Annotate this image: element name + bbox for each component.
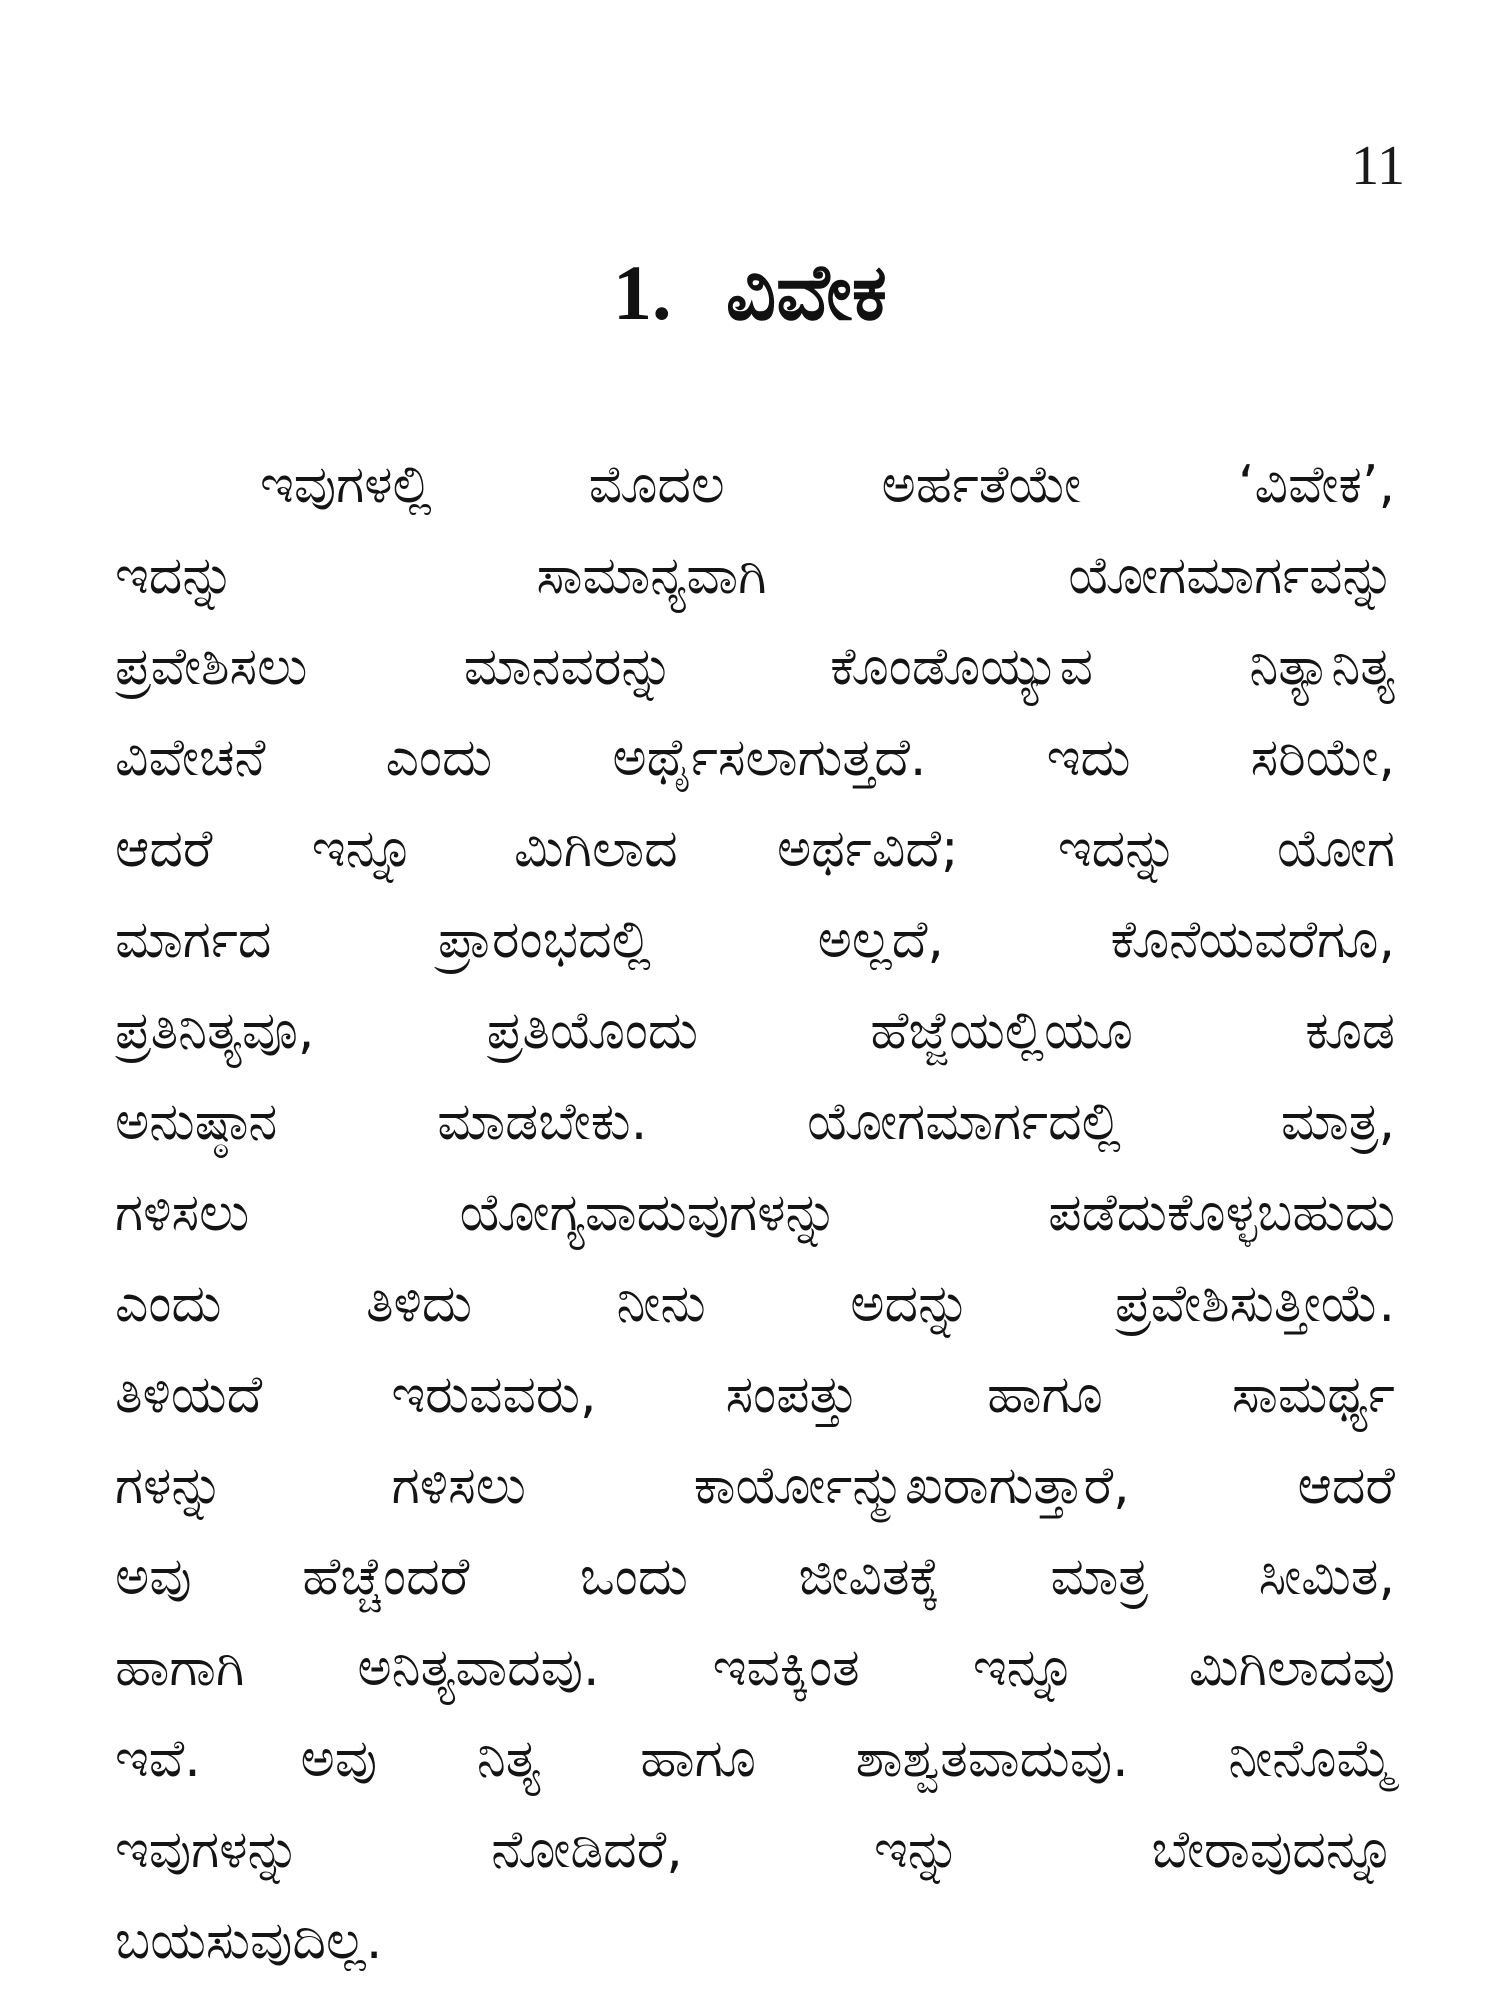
paragraph-line: ಮಾರ್ಗದ ಪ್ರಾರಂಭದಲ್ಲಿ ಅಲ್ಲದೆ, ಕೊನೆಯವರೆಗೂ, — [115, 910, 1395, 970]
paragraph-line: ಆದರೆ ಇನ್ನೂ ಮಿಗಿಲಾದ ಅರ್ಥವಿದೆ; ಇದನ್ನು ಯೋಗ — [115, 819, 1395, 879]
chapter-title — [0, 247, 1500, 338]
paragraph-line: ಗಳನ್ನು ಗಳಿಸಲು ಕಾರ್ಯೋನ್ಮುಖರಾಗುತ್ತಾರೆ, ಆದರೆ — [115, 1456, 1395, 1516]
paragraph-line: ಅವು ಹೆಚ್ಚೆಂದರೆ ಒಂದು ಜೀವಿತಕ್ಕೆ ಮಾತ್ರ ಸೀಮಿತ, — [115, 1547, 1395, 1607]
paragraph-line: ಹಾಗಾಗಿ ಅನಿತ್ಯವಾದವು. ಇವಕ್ಕಿಂತ ಇನ್ನೂ ಮಿಗಿಲಾದವು — [115, 1638, 1395, 1698]
chapter-title-text: ವಿವೇಕ — [725, 247, 887, 338]
paragraph-line: ಇವೆ. ಅವು ನಿತ್ಯ ಹಾಗೂ ಶಾಶ್ವತವಾದುವು. ನೀನೊಮ್ಮೆ — [115, 1729, 1395, 1789]
paragraph-line: ಎಂದು ತಿಳಿದು ನೀನು ಅದನ್ನು ಪ್ರವೇಶಿಸುತ್ತೀಯೆ. — [115, 1274, 1395, 1334]
paragraph-line: ಗಳಿಸಲು ಯೋಗ್ಯವಾದುವುಗಳನ್ನು ಪಡೆದುಕೊಳ್ಳಬಹುದು — [115, 1183, 1395, 1243]
paragraph-line: ತಿಳಿಯದೆ ಇರುವವರು, ಸಂಪತ್ತು ಹಾಗೂ ಸಾಮರ್ಥ್ಯ — [115, 1365, 1395, 1425]
paragraph-line: ಇವುಗಳಲ್ಲಿ ಮೊದಲ ಅರ್ಹತೆಯೇ ‘ವಿವೇಕ’, — [260, 455, 1395, 515]
paragraph-line: ಇವುಗಳನ್ನು ನೋಡಿದರೆ, ಇನ್ನು ಬೇರಾವುದನ್ನೂ — [115, 1820, 1395, 1880]
paragraph-line: ಪ್ರತಿನಿತ್ಯವೂ, ಪ್ರತಿಯೊಂದು ಹೆಜ್ಜೆಯಲ್ಲಿಯೂ ಕೂಡ — [115, 1001, 1395, 1061]
paragraph-line: ಇದನ್ನು ಸಾಮಾನ್ಯವಾಗಿ ಯೋಗಮಾರ್ಗವನ್ನು — [115, 546, 1395, 606]
paragraph-line: ಪ್ರವೇಶಿಸಲು ಮಾನವರನ್ನು ಕೊಂಡೊಯ್ಯುವ ನಿತ್ಯಾನಿತ್ಯ — [115, 637, 1395, 697]
paragraph-line: ವಿವೇಚನೆ ಎಂದು ಅರ್ಥೈಸಲಾಗುತ್ತದೆ. ಇದು ಸರಿಯೇ, — [115, 728, 1395, 788]
body-paragraph — [115, 440, 1395, 1987]
paragraph-line: ಬಯಸುವುದಿಲ್ಲ. — [115, 1911, 383, 1971]
paragraph-line: ಅನುಷ್ಠಾನ ಮಾಡಬೇಕು. ಯೋಗಮಾರ್ಗದಲ್ಲಿ ಮಾತ್ರ, — [115, 1092, 1395, 1152]
chapter-number: 1. — [613, 249, 672, 336]
page-number: 11 — [1351, 135, 1405, 197]
